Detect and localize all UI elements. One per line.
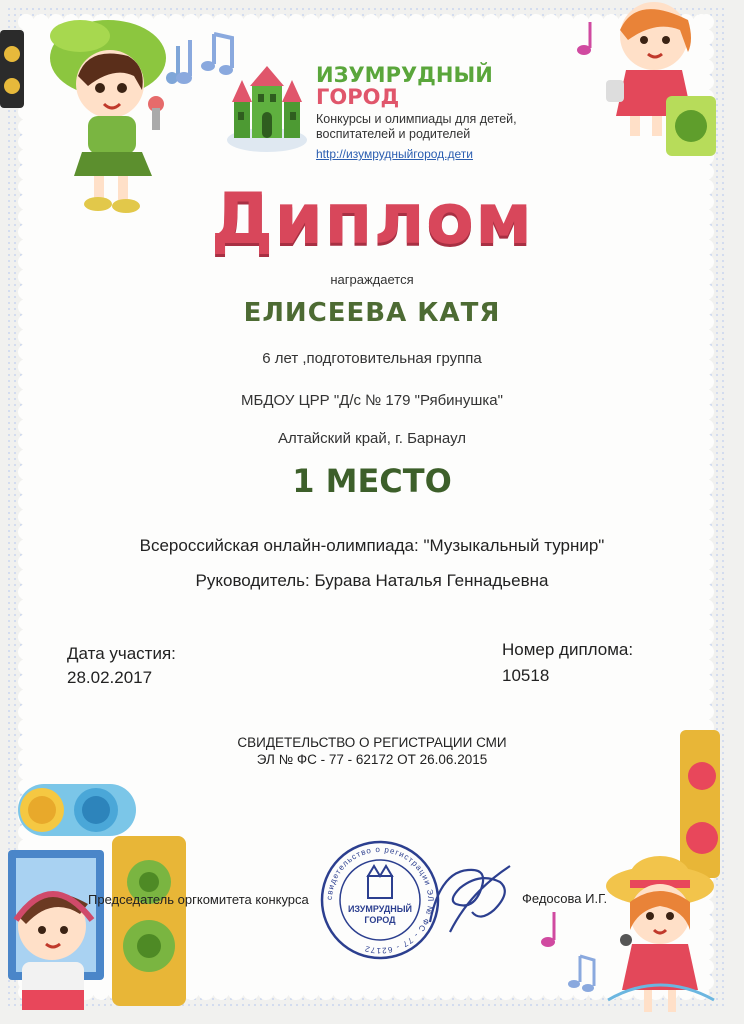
recipient-name: ЕЛИСЕЕВА КАТЯ (243, 298, 501, 328)
logo-title-line1: ИЗУМРУДНЫЙ (316, 63, 493, 87)
age-group-text: 6 лет ,подготовительная группа (262, 350, 482, 367)
logo-title (316, 64, 493, 108)
competition-text: Всероссийская онлайн-олимпиада: "Музыкальный турнир" (139, 536, 605, 555)
supervisor-text: Руководитель: Бурава Наталья Геннадьевна (195, 571, 549, 590)
music-notes-bottom-icon (534, 906, 604, 996)
svg-text:свидетельство о регистрации ЭЛ (325, 845, 435, 955)
girl-in-hat-illustration (604, 850, 718, 1016)
awarded-text: награждается (330, 272, 414, 287)
diploma-number-label: Номер диплома: (502, 640, 634, 659)
handwritten-signature (420, 852, 520, 942)
registration-line1: СВИДЕТЕЛЬСТВО О РЕГИСТРАЦИИ СМИ (237, 735, 507, 750)
website-link[interactable]: http://изумрудныйгород.дети (316, 147, 473, 161)
stamp-ring-text: свидетельство о регистрации ЭЛ № ФС - 77 - 62172 (324, 844, 436, 956)
emerald-castle-logo-icon (224, 66, 310, 154)
diploma-number-value: 10518 (502, 666, 550, 685)
location-text: Алтайский край, г. Барнаул (277, 430, 466, 447)
participation-date-label: Дата участия: (67, 644, 176, 663)
girl-with-speaker-illustration (596, 0, 716, 160)
speaker-decoration (0, 30, 26, 110)
participation-date-value: 28.02.2017 (67, 668, 153, 687)
registration-line2: ЭЛ № ФС - 77 - 62172 ОТ 26.06.2015 (256, 752, 488, 767)
logo-title-line2: ГОРОД (316, 85, 400, 109)
stamp-center-line1: ИЗУМРУДНЫЙ (347, 904, 413, 914)
diploma-title: Диплом (210, 178, 534, 260)
institution-text: МБДОУ ЦРР "Д/с № 179 "Рябинушка" (241, 392, 503, 409)
stamp-center-line2: ГОРОД (364, 915, 396, 925)
music-note-icon (572, 20, 602, 60)
signer-name: Федосова И.Г. (522, 891, 608, 906)
chairman-label: Председатель оргкомитета конкурса (88, 892, 309, 907)
logo-description: Конкурсы и олимпиады для детей, воспитателей и родителей (316, 112, 517, 141)
place-award: 1 МЕСТО (292, 462, 452, 500)
